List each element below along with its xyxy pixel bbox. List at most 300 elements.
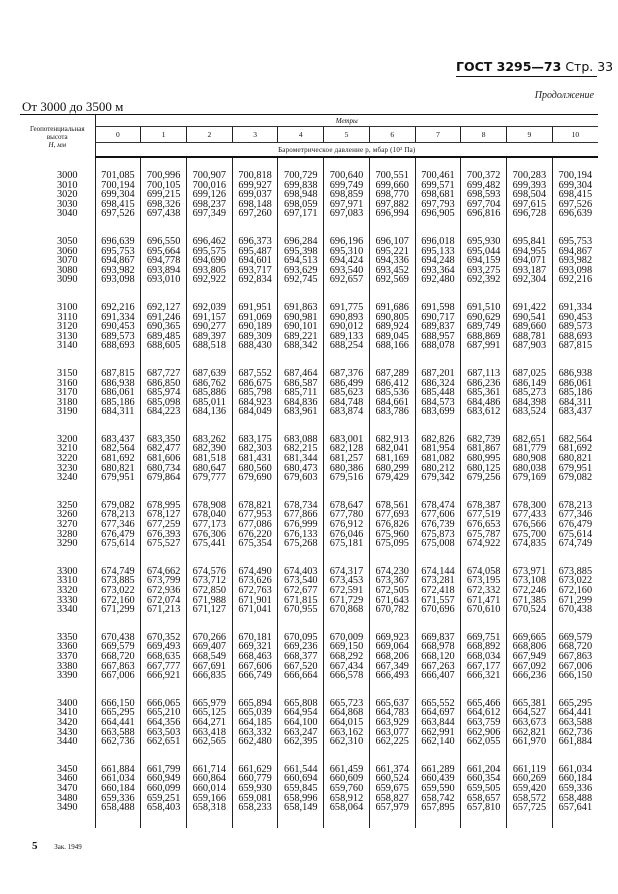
pressure-table-body	[20, 157, 598, 828]
spacer-cell	[95, 285, 141, 303]
pressure-value: 689,660	[507, 322, 553, 332]
pressure-value: 699,037	[232, 190, 278, 200]
pressure-value: 670,438	[552, 605, 598, 615]
pressure-value: 692,127	[141, 303, 187, 313]
pressure-value: 692,304	[507, 275, 553, 285]
spacer-cell	[415, 219, 461, 237]
pressure-value: 668,463	[232, 652, 278, 662]
spacer-cell	[324, 747, 370, 765]
pressure-value: 664,527	[507, 708, 553, 718]
pressure-value: 676,133	[278, 530, 324, 540]
pressure-value: 677,693	[369, 510, 415, 520]
pressure-value: 697,526	[552, 200, 598, 210]
pressure-value: 687,201	[415, 369, 461, 379]
pressure-value: 663,503	[141, 728, 187, 738]
pressure-value: 700,640	[324, 171, 370, 181]
pressure-value: 684,311	[552, 398, 598, 408]
pressure-value: 674,749	[95, 567, 141, 577]
height-value: 3170	[56, 387, 78, 399]
pressure-value: 696,018	[415, 237, 461, 247]
pressure-value: 690,805	[369, 313, 415, 323]
spacer-cell	[552, 157, 598, 171]
pressure-value: 683,874	[324, 407, 370, 417]
pressure-value: 658,488	[95, 803, 141, 813]
pressure-value: 696,905	[415, 209, 461, 219]
pressure-value: 658,233	[232, 803, 278, 813]
spacer-cell	[186, 157, 232, 171]
block-spacer	[20, 549, 598, 567]
spacer-cell	[278, 351, 324, 369]
pressure-value: 675,268	[278, 539, 324, 549]
pressure-value: 665,637	[369, 699, 415, 709]
pressure-value: 670,095	[278, 633, 324, 643]
pressure-value: 686,061	[552, 379, 598, 389]
pressure-value: 684,136	[186, 407, 232, 417]
spacer-cell	[95, 747, 141, 765]
pressure-value: 674,835	[507, 539, 553, 549]
pressure-value: 699,393	[507, 181, 553, 191]
pressure-value: 667,520	[278, 662, 324, 672]
pressure-value: 674,058	[461, 567, 507, 577]
spacer-cell	[20, 483, 95, 501]
pressure-value: 683,350	[141, 435, 187, 445]
pressure-value: 658,064	[324, 803, 370, 813]
pressure-value: 668,635	[141, 652, 187, 662]
pressure-value: 698,415	[552, 190, 598, 200]
pressure-value: 690,629	[461, 313, 507, 323]
pressure-value: 668,034	[461, 652, 507, 662]
pressure-value: 682,739	[461, 435, 507, 445]
pressure-value: 680,386	[324, 464, 370, 474]
height-value: 3160	[56, 377, 78, 389]
spacer-cell	[232, 813, 278, 828]
spacer-cell	[507, 615, 553, 633]
pressure-value: 682,128	[324, 444, 370, 454]
height-value: 3260	[56, 509, 78, 521]
pressure-value: 676,653	[461, 520, 507, 530]
pressure-value: 671,385	[507, 596, 553, 606]
pressure-value: 662,821	[507, 728, 553, 738]
spacer-cell	[324, 483, 370, 501]
spacer-cell	[369, 157, 415, 171]
pressure-value: 686,149	[507, 379, 553, 389]
spacer-cell	[415, 483, 461, 501]
pressure-value: 674,317	[324, 567, 370, 577]
pressure-value: 669,751	[461, 633, 507, 643]
pressure-value: 678,474	[415, 501, 461, 511]
pressure-value: 674,662	[141, 567, 187, 577]
pressure-value: 677,953	[232, 510, 278, 520]
pressure-value: 686,938	[95, 379, 141, 389]
pressure-value: 657,725	[507, 803, 553, 813]
pressure-value: 695,753	[552, 237, 598, 247]
height-value: 3450	[56, 763, 78, 775]
pressure-value: 665,466	[461, 699, 507, 709]
pressure-value: 694,867	[552, 247, 598, 257]
spacer-cell	[232, 681, 278, 699]
spacer-cell	[232, 157, 278, 171]
pressure-value: 698,681	[415, 190, 461, 200]
pressure-value: 694,336	[369, 256, 415, 266]
pressure-value: 689,397	[186, 332, 232, 342]
pressure-value: 672,936	[141, 586, 187, 596]
pressure-value: 668,892	[461, 642, 507, 652]
pressure-value: 683,524	[507, 407, 553, 417]
spacer-cell	[324, 549, 370, 567]
pressure-value: 700,461	[415, 171, 461, 181]
spacer-cell	[95, 615, 141, 633]
pressure-value: 685,186	[95, 398, 141, 408]
pressure-value: 670,524	[507, 605, 553, 615]
pressure-value: 658,403	[141, 803, 187, 813]
spacer-cell	[461, 219, 507, 237]
spacer-cell	[232, 549, 278, 567]
pressure-value: 659,590	[415, 784, 461, 794]
pressure-value: 667,263	[415, 662, 461, 672]
pressure-value: 666,150	[552, 671, 598, 681]
pressure-value: 701,085	[95, 171, 141, 181]
column-header-9: 9	[507, 127, 553, 143]
pressure-value: 664,185	[232, 718, 278, 728]
pressure-value: 666,749	[232, 671, 278, 681]
spacer-cell	[141, 483, 187, 501]
spacer-cell	[186, 813, 232, 828]
pressure-value: 676,479	[552, 520, 598, 530]
table-row	[20, 539, 598, 549]
spacer-cell	[552, 615, 598, 633]
pressure-value: 696,639	[95, 237, 141, 247]
pressure-value: 675,960	[369, 530, 415, 540]
pressure-value: 671,127	[186, 605, 232, 615]
pressure-value: 700,907	[186, 171, 232, 181]
pressure-value: 682,913	[369, 435, 415, 445]
pressure-value: 686,236	[461, 379, 507, 389]
pressure-value: 679,603	[278, 473, 324, 483]
pressure-value: 694,601	[232, 256, 278, 266]
pressure-value: 684,049	[232, 407, 278, 417]
spacer-cell	[415, 615, 461, 633]
pressure-value: 691,951	[232, 303, 278, 313]
pressure-value: 664,271	[186, 718, 232, 728]
pressure-value: 688,693	[552, 332, 598, 342]
pressure-value: 682,477	[141, 444, 187, 454]
spacer-cell	[186, 615, 232, 633]
pressure-value: 664,868	[324, 708, 370, 718]
spacer-cell	[141, 681, 187, 699]
pressure-value: 692,216	[95, 303, 141, 313]
pressure-value: 695,221	[369, 247, 415, 257]
pressure-value: 665,210	[141, 708, 187, 718]
pressure-value: 700,729	[278, 171, 324, 181]
pressure-value: 665,808	[278, 699, 324, 709]
pressure-value: 688,693	[95, 341, 141, 351]
pressure-value: 690,541	[507, 313, 553, 323]
pressure-value: 693,364	[415, 266, 461, 276]
pressure-value: 680,299	[369, 464, 415, 474]
pressure-value: 665,295	[95, 708, 141, 718]
pressure-value: 659,505	[461, 784, 507, 794]
pressure-value: 667,006	[552, 662, 598, 672]
pressure-value: 698,237	[186, 200, 232, 210]
pressure-value: 689,573	[552, 322, 598, 332]
height-value: 3060	[56, 245, 78, 257]
pressure-value: 690,189	[232, 322, 278, 332]
pressure-value: 663,418	[186, 728, 232, 738]
pressure-value: 674,576	[186, 567, 232, 577]
spacer-cell	[415, 681, 461, 699]
pressure-value: 678,040	[186, 510, 232, 520]
pressure-value: 680,473	[278, 464, 324, 474]
pressure-value: 693,452	[369, 266, 415, 276]
pressure-value: 657,810	[461, 803, 507, 813]
pressure-value: 661,799	[141, 765, 187, 775]
pressure-value: 668,292	[324, 652, 370, 662]
pressure-value: 671,557	[415, 596, 461, 606]
pressure-value: 669,837	[415, 633, 461, 643]
spacer-cell	[369, 615, 415, 633]
table-row	[20, 671, 598, 681]
spacer-cell	[415, 417, 461, 435]
pressure-value: 685,448	[415, 388, 461, 398]
spacer-cell	[20, 157, 95, 171]
height-value: 3270	[56, 519, 78, 531]
pressure-value: 676,306	[186, 530, 232, 540]
pressure-value: 683,699	[415, 407, 461, 417]
range-title: От 3000 до 3500 м	[22, 99, 124, 114]
pressure-value: 687,815	[552, 341, 598, 351]
pressure-value: 663,588	[552, 718, 598, 728]
pressure-value: 683,262	[186, 435, 232, 445]
table-row	[20, 737, 598, 747]
pressure-value: 665,125	[186, 708, 232, 718]
pressure-value: 657,641	[552, 803, 598, 813]
pressure-value: 692,657	[324, 275, 370, 285]
pressure-value: 658,488	[552, 794, 598, 804]
pressure-value: 661,970	[507, 737, 553, 747]
pressure-value: 700,194	[95, 181, 141, 191]
spacer-cell	[461, 351, 507, 369]
pressure-value: 660,694	[278, 774, 324, 784]
pressure-value: 662,480	[232, 737, 278, 747]
spacer-cell	[507, 813, 553, 828]
pressure-value: 686,850	[141, 379, 187, 389]
pressure-value: 672,074	[141, 596, 187, 606]
spacer-cell	[461, 813, 507, 828]
pressure-value: 675,527	[141, 539, 187, 549]
pressure-value: 665,552	[415, 699, 461, 709]
pressure-value: 681,344	[278, 454, 324, 464]
pressure-value: 693,275	[461, 266, 507, 276]
pressure-value: 677,173	[186, 520, 232, 530]
pressure-value: 670,696	[415, 605, 461, 615]
pressure-value: 692,039	[186, 303, 232, 313]
height-value: 3030	[56, 198, 78, 210]
spacer-cell	[324, 157, 370, 171]
pressure-value: 676,739	[415, 520, 461, 530]
pressure-value: 688,254	[324, 341, 370, 351]
pressure-value: 687,903	[507, 341, 553, 351]
pressure-value: 681,518	[186, 454, 232, 464]
block-spacer	[20, 285, 598, 303]
pressure-value: 693,982	[552, 256, 598, 266]
pressure-value: 662,991	[415, 728, 461, 738]
pressure-value: 689,133	[324, 332, 370, 342]
pressure-value: 660,864	[186, 774, 232, 784]
pressure-value: 671,988	[186, 596, 232, 606]
pressure-value: 664,697	[415, 708, 461, 718]
row-header-line-3: H, мм	[48, 141, 67, 149]
pressure-value: 659,081	[232, 794, 278, 804]
pressure-value: 673,022	[552, 576, 598, 586]
column-numbers-row	[20, 127, 598, 143]
block-spacer	[20, 483, 598, 501]
spacer-cell	[186, 285, 232, 303]
pressure-value: 675,008	[415, 539, 461, 549]
pressure-value: 697,615	[507, 200, 553, 210]
pressure-value: 675,614	[95, 539, 141, 549]
column-header-1: 1	[141, 127, 187, 143]
pressure-value: 677,519	[461, 510, 507, 520]
pressure-value: 682,651	[507, 435, 553, 445]
block-spacer	[20, 681, 598, 699]
height-value: 3490	[56, 802, 78, 814]
pressure-value: 674,403	[278, 567, 324, 577]
pressure-value: 659,251	[141, 794, 187, 804]
pressure-value: 687,464	[278, 369, 324, 379]
pressure-value: 680,821	[552, 454, 598, 464]
block-spacer	[20, 417, 598, 435]
spacer-cell	[507, 285, 553, 303]
height-value: 3190	[56, 406, 78, 418]
pressure-value: 686,061	[95, 388, 141, 398]
pressure-value: 671,471	[461, 596, 507, 606]
pressure-value: 694,159	[461, 256, 507, 266]
pressure-value: 682,390	[186, 444, 232, 454]
spacer-cell	[324, 351, 370, 369]
pressure-value: 679,429	[369, 473, 415, 483]
pressure-value: 685,886	[186, 388, 232, 398]
spacer-cell	[232, 483, 278, 501]
pressure-value: 686,762	[186, 379, 232, 389]
pressure-value: 661,544	[278, 765, 324, 775]
pressure-value: 661,629	[232, 765, 278, 775]
height-value: 3150	[56, 367, 78, 379]
pressure-value: 699,304	[552, 181, 598, 191]
spacer-cell	[141, 615, 187, 633]
pressure-value: 685,361	[461, 388, 507, 398]
pressure-value: 691,246	[141, 313, 187, 323]
pressure-value: 693,982	[95, 266, 141, 276]
height-value: 3380	[56, 660, 78, 672]
pressure-value: 691,686	[369, 303, 415, 313]
spacer-cell	[507, 417, 553, 435]
pressure-value: 699,660	[369, 181, 415, 191]
pressure-value: 684,573	[415, 398, 461, 408]
pressure-value: 680,125	[461, 464, 507, 474]
pressure-value: 659,420	[507, 784, 553, 794]
pressure-value: 699,304	[95, 190, 141, 200]
pressure-value: 669,493	[141, 642, 187, 652]
spacer-cell	[507, 351, 553, 369]
pressure-value: 662,736	[95, 737, 141, 747]
pressure-value: 689,749	[461, 322, 507, 332]
height-value: 3410	[56, 707, 78, 719]
spacer-cell	[278, 615, 324, 633]
pressure-value: 660,779	[232, 774, 278, 784]
pressure-value: 689,045	[369, 332, 415, 342]
pressure-value: 664,783	[369, 708, 415, 718]
pressure-value: 690,981	[278, 313, 324, 323]
pressure-value: 667,177	[461, 662, 507, 672]
spacer-cell	[232, 747, 278, 765]
height-value: 3220	[56, 453, 78, 465]
pressure-value: 692,216	[552, 275, 598, 285]
pressure-value: 673,626	[232, 576, 278, 586]
pressure-value: 668,720	[552, 642, 598, 652]
spacer-cell	[461, 549, 507, 567]
pressure-value: 675,700	[507, 530, 553, 540]
pressure-value: 682,215	[278, 444, 324, 454]
pressure-table	[20, 114, 598, 828]
spacer-cell	[186, 483, 232, 501]
pressure-value: 685,273	[507, 388, 553, 398]
pressure-value: 667,434	[324, 662, 370, 672]
pressure-value: 699,215	[141, 190, 187, 200]
height-value: 3330	[56, 594, 78, 606]
spacer-cell	[507, 681, 553, 699]
pressure-value: 697,083	[324, 209, 370, 219]
pressure-value: 676,393	[141, 530, 187, 540]
height-value: 3040	[56, 208, 78, 220]
column-header-3: 3	[232, 127, 278, 143]
spacer-cell	[461, 483, 507, 501]
spacer-cell	[324, 813, 370, 828]
pressure-value: 692,834	[232, 275, 278, 285]
height-value: 3320	[56, 585, 78, 596]
pressure-value: 660,949	[141, 774, 187, 784]
spacer-cell	[20, 351, 95, 369]
pressure-value: 696,462	[186, 237, 232, 247]
spacer-cell	[324, 681, 370, 699]
spacer-cell	[141, 351, 187, 369]
pressure-value: 663,332	[232, 728, 278, 738]
pressure-value: 662,225	[369, 737, 415, 747]
pressure-value: 690,717	[415, 313, 461, 323]
pressure-value: 658,912	[324, 794, 370, 804]
pressure-value: 695,753	[95, 247, 141, 257]
pressure-value: 687,727	[141, 369, 187, 379]
pressure-value: 698,148	[232, 200, 278, 210]
pressure-value: 691,598	[415, 303, 461, 313]
pressure-value: 700,016	[186, 181, 232, 191]
pressure-value: 679,169	[507, 473, 553, 483]
pressure-value: 673,540	[278, 576, 324, 586]
pressure-value: 663,588	[95, 728, 141, 738]
pressure-value: 686,412	[369, 379, 415, 389]
spacer-cell	[415, 285, 461, 303]
pressure-value: 697,260	[232, 209, 278, 219]
pressure-value: 672,246	[507, 586, 553, 596]
pressure-value: 669,236	[278, 642, 324, 652]
pressure-value: 684,486	[461, 398, 507, 408]
spacer-cell	[552, 813, 598, 828]
spacer-cell	[95, 681, 141, 699]
height-value: 3230	[56, 462, 78, 474]
spacer-cell	[461, 681, 507, 699]
pressure-value: 675,095	[369, 539, 415, 549]
pressure-value: 677,086	[232, 520, 278, 530]
pressure-value: 668,206	[369, 652, 415, 662]
